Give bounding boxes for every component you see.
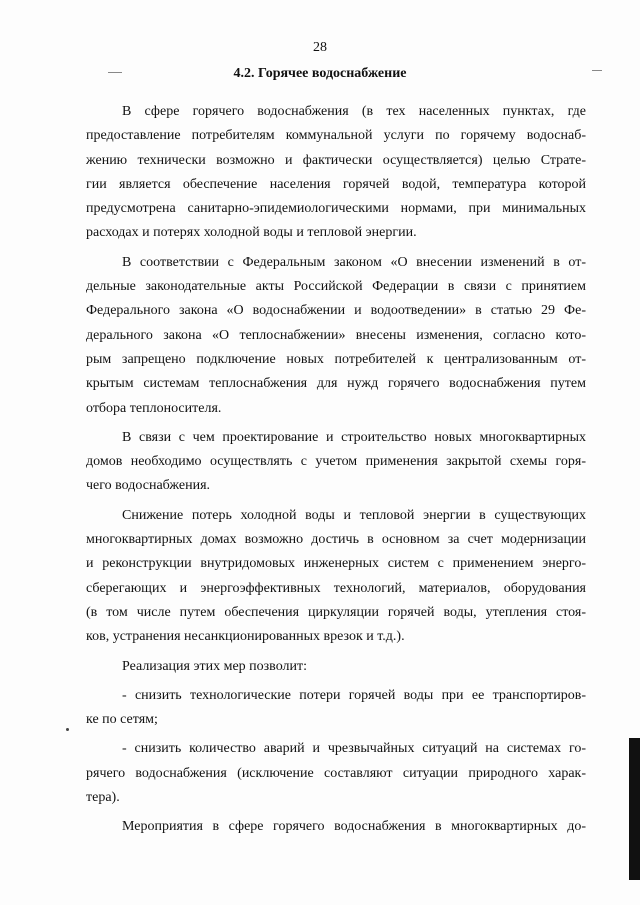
text-line: предусмотрена санитарно-эпидемиологическими нормами, при минимальных xyxy=(86,201,586,217)
paragraph-3 xyxy=(86,426,586,499)
text-line: жению технически возможно и фактически осуществляется) целью Страте- xyxy=(86,152,586,168)
text-line: предоставление потребителям коммунальной услуги по горячему водоснаб- xyxy=(86,128,586,144)
body-text xyxy=(86,100,586,840)
text-line: Мероприятия в сфере горячего водоснабжения в многоквартирных до- xyxy=(122,819,586,835)
text-line: В сфере горячего водоснабжения (в тех населенных пунктах, где xyxy=(122,104,586,119)
paragraph-1 xyxy=(86,100,586,246)
scan-artifact xyxy=(592,70,602,71)
text-line: отбора теплоносителя. xyxy=(86,400,222,416)
paragraph-6 xyxy=(86,815,586,839)
list-item-2 xyxy=(86,737,586,810)
text-line: крытым системам теплоснабжения для нужд горячего водоснабжения путем xyxy=(86,376,586,392)
text-line: дерального закона «О теплоснабжении» внесены изменения, согласно кото- xyxy=(86,327,586,343)
text-line: и реконструкции внутридомовых инженерных систем с применением энерго- xyxy=(86,556,586,572)
paragraph-2 xyxy=(86,251,586,421)
text-line: ке по сетям; xyxy=(86,712,158,728)
text-line: домов необходимо осуществлять с учетом применения закрытой схемы горя- xyxy=(86,454,586,470)
text-line: гии является обеспечение населения горячей водой, температура которой xyxy=(86,176,586,192)
text-line: рячего водоснабжения (исключение составляют ситуации природного харак- xyxy=(86,765,586,781)
text-line: рым запрещено подключение новых потребителей к централизованным от- xyxy=(86,351,586,367)
text-line: В связи с чем проектирование и строительство новых многоквартирных xyxy=(122,429,586,445)
text-line: чего водоснабжения. xyxy=(86,478,211,494)
list-item-1 xyxy=(86,684,586,733)
text-line: сберегающих и энергоэффективных технологий, материалов, оборудования xyxy=(86,580,586,596)
text-line: многоквартирных домах возможно достичь в основном за счет модернизации xyxy=(86,532,586,548)
text-line: В соответствии с Федеральным законом «О внесении изменений в от- xyxy=(122,254,586,270)
scan-artifact xyxy=(66,728,69,731)
page-number: 28 xyxy=(313,40,327,55)
text-line: - снизить технологические потери горячей воды при ее транспортиров- xyxy=(122,687,586,703)
scan-edge-bar xyxy=(629,738,640,880)
scan-artifact xyxy=(108,72,122,73)
text-line: Снижение потерь холодной воды и тепловой энергии в существующих xyxy=(122,507,586,523)
paragraph-5 xyxy=(86,655,586,679)
text-line: расходах и потерях холодной воды и тепловой энергии. xyxy=(86,225,417,241)
text-line: (в том числе путем обеспечения циркуляции горячей воды, утепления стоя- xyxy=(86,604,586,620)
text-line: Реализация этих мер позволит: xyxy=(122,658,308,674)
text-line: тера). xyxy=(86,790,120,806)
text-line: ков, устранения несанкционированных врезок и т.д.). xyxy=(86,629,405,645)
paragraph-4 xyxy=(86,504,586,650)
section-heading: 4.2. Горячее водоснабжение xyxy=(233,66,407,81)
text-line: Федерального закона «О водоснабжении и водоотведении» в статью 29 Фе- xyxy=(86,303,586,319)
text-line: - снизить количество аварий и чрезвычайных ситуаций на системах го- xyxy=(122,741,586,757)
text-line: дельные законодательные акты Российской Федерации в связи с принятием xyxy=(86,279,586,295)
